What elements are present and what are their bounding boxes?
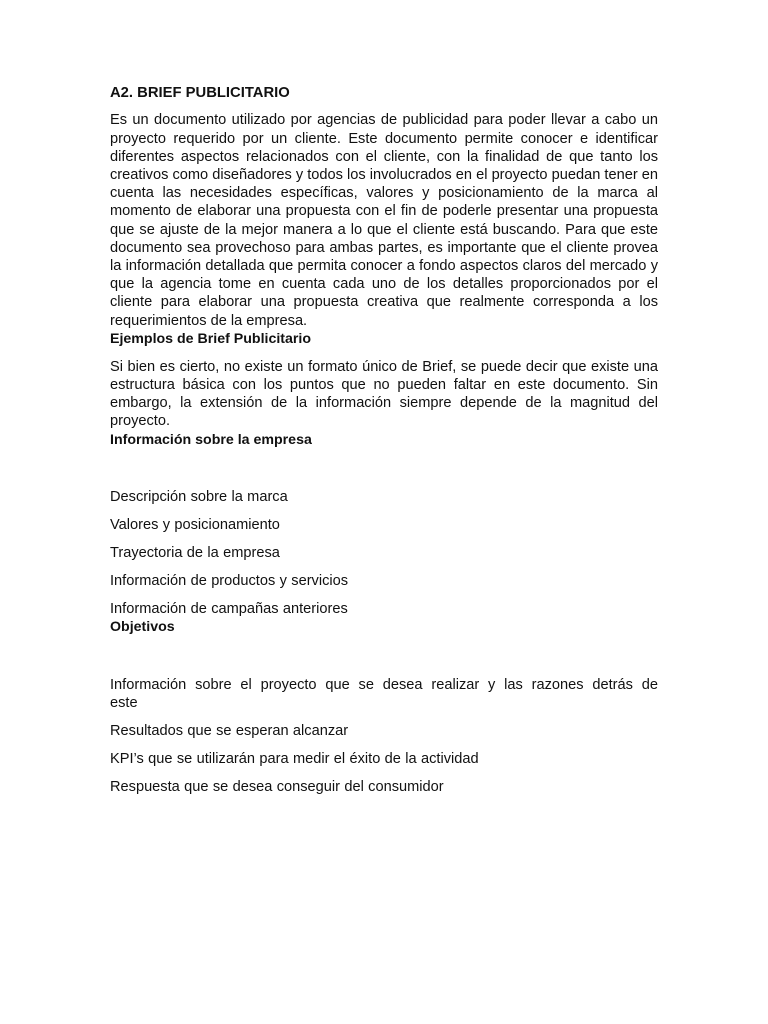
list-item: Respuesta que se desea conseguir del consumidor	[110, 779, 444, 796]
list-item: Trayectoria de la empresa	[110, 544, 280, 561]
list-item: Información sobre el proyecto que se desea realizar y las razones detrás de este	[110, 676, 658, 712]
objectives-heading: Objetivos	[110, 618, 175, 635]
intro-paragraph: Es un documento utilizado por agencias de publicidad para poder llevar a cabo un proyecto requerido por un cliente. Este documento permite conocer e identificar diferentes aspectos relacionados con el cliente, con la finalidad de que tanto los creativos como diseñadores y todos los involucrados en el proyecto puedan tener en cuenta las necesidades específicas, valores y posicionamiento de la marca al momento de elaborar una propuesta con el fin de poderle presentar una propuesta que se ajuste de la mejor manera a lo que el cliente está buscando. Para que este documento sea provechoso para ambas partes, es importante que el cliente provea la información detallada que permita conocer a fondo aspectos claros del mercado y que la agencia tome en cuenta cada uno de los detalles proporcionados por el cliente para elaborar una propuesta creativa que realmente corresponda a los requerimientos de la empresa.	[110, 112, 658, 329]
list-item: Información de productos y servicios	[110, 572, 349, 589]
examples-paragraph: Si bien es cierto, no existe un formato único de Brief, se puede decir que existe una estructura básica con los puntos que no pueden faltar en este documento. Sin embargo, la extensión de la información siempre depende de la magnitud del proyecto.	[110, 358, 658, 430]
objectives-list	[110, 676, 658, 796]
list-item: Descripción sobre la marca	[110, 488, 288, 505]
document-page	[110, 84, 658, 796]
list-item: KPI’s que se utilizarán para medir el éxito de la actividad	[110, 751, 479, 768]
company-info-list	[110, 488, 658, 618]
examples-heading: Ejemplos de Brief Publicitario	[110, 330, 312, 347]
document-title: A2. BRIEF PUBLICITARIO	[110, 85, 290, 101]
company-info-heading: Información sobre la empresa	[110, 431, 312, 448]
list-item: Resultados que se esperan alcanzar	[110, 723, 349, 740]
list-item: Información de campañas anteriores	[110, 600, 348, 617]
list-item: Valores y posicionamiento	[110, 516, 280, 533]
